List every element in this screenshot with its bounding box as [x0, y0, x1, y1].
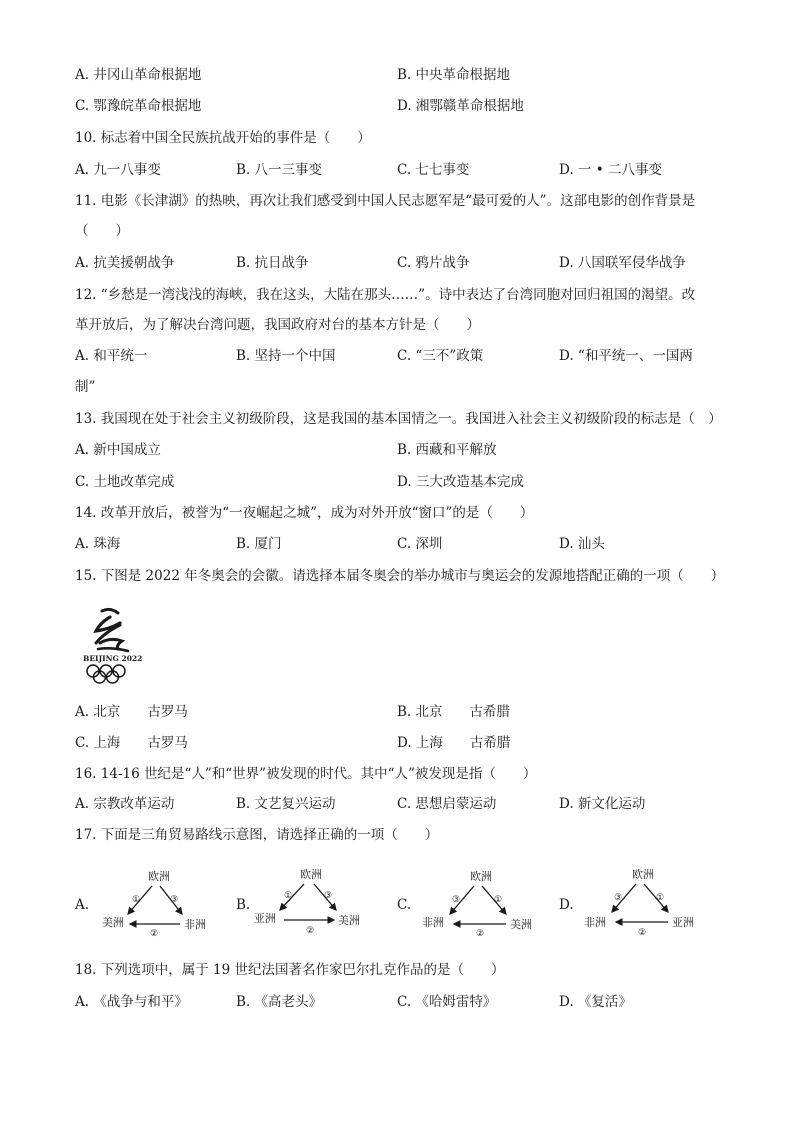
q17-diagram-c	[418, 866, 538, 938]
tri-a-right-label: 非洲	[184, 918, 206, 931]
q14-stem: 14. 改革开放后，被誉为“一夜崛起之城”，成为对外开放“窗口”的是（ ）	[75, 505, 534, 521]
tri-b-left-label: 亚洲	[254, 912, 276, 925]
q12-option-a: A. 和平统一	[75, 348, 148, 364]
q15-option-c: C. 上海 古罗马	[75, 735, 188, 751]
q18-stem: 18. 下列选项中，属于 19 世纪法国著名作家巴尔扎克作品的是（ ）	[75, 962, 505, 978]
tri-d-left-label: 非洲	[584, 916, 606, 929]
q11-option-d: D. 八国联军侵华战争	[559, 255, 686, 271]
q11-option-b: B. 抗日战争	[236, 255, 309, 271]
q12-option-c: C. “三不”政策	[397, 348, 484, 364]
tri-d-num-3: ③	[614, 893, 623, 903]
q16-stem: 16. 14-16 世纪是“人”和“世界”被发现的时代。其中“人”被发现是指（ ）	[75, 766, 537, 782]
tri-a-num-3: ③	[170, 895, 179, 905]
tri-b-num-1: ①	[284, 891, 293, 901]
tri-a-num-1: ①	[132, 895, 141, 905]
q14-option-d: D. 汕头	[559, 536, 605, 552]
tri-d-num-1: ①	[656, 893, 665, 903]
q18-option-b: B. 《高老头》	[236, 994, 323, 1010]
q17-option-b-letter: B.	[236, 897, 251, 913]
tri-b-num-2: ②	[306, 926, 315, 936]
q16-option-b: B. 文艺复兴运动	[236, 796, 336, 812]
q16-option-c: C. 思想启蒙运动	[397, 796, 497, 812]
q17-stem: 17. 下面是三角贸易路线示意图，请选择正确的一项（ ）	[75, 827, 439, 843]
tri-a-num-2: ②	[150, 929, 159, 938]
q17-diagram-b	[252, 866, 372, 938]
q10-option-c: C. 七七事变	[397, 162, 470, 178]
q13-stem: 13. 我国现在处于社会主义初级阶段，这是我国的基本国情之一。我国进入社会主义初级阶段的标志是（ ）	[75, 411, 722, 427]
q10-option-d: D. 一 • 二八事变	[559, 162, 662, 178]
q12-option-b: B. 坚持一个中国	[236, 348, 336, 364]
q15-option-d: D. 上海 古希腊	[397, 735, 511, 751]
q16-option-a: A. 宗教改革运动	[75, 796, 175, 812]
tri-d-num-2: ②	[638, 928, 647, 938]
q11-stem-line2: （ ）	[75, 223, 129, 239]
q11-option-c: C. 鸦片战争	[397, 255, 470, 271]
q17-option-c-letter: C.	[397, 897, 412, 913]
q9-option-a: A. 井冈山革命根据地	[75, 67, 202, 83]
q14-option-a: A. 珠海	[75, 536, 121, 552]
q15-option-a: A. 北京 古罗马	[75, 704, 188, 720]
tri-c-num-1: ①	[494, 895, 503, 905]
q12-option-d-continued: 制”	[75, 379, 96, 395]
winter-olympics-emblem	[80, 603, 152, 687]
q17-diagram-a	[96, 866, 216, 938]
q17-option-d-letter: D.	[559, 897, 574, 913]
q13-option-b: B. 西藏和平解放	[397, 442, 497, 458]
q13-option-c: C. 土地改革完成	[75, 474, 175, 490]
q12-option-d: D. “和平统一、一国两	[559, 348, 693, 364]
tri-a-left-label: 美洲	[102, 916, 124, 929]
q10-option-b: B. 八一三事变	[236, 162, 323, 178]
q11-option-a: A. 抗美援朝战争	[75, 255, 175, 271]
tri-b-num-3: ③	[324, 891, 333, 901]
q9-option-d: D. 湘鄂赣革命根据地	[397, 98, 524, 114]
tri-c-num-3: ③	[452, 895, 461, 905]
q13-option-d: D. 三大改造基本完成	[397, 474, 524, 490]
q12-stem-line1: 12. “乡愁是一湾浅浅的海峡，我在这头，大陆在那头……”。诗中表达了台湾同胞对回归祖国的渴望。改	[75, 287, 696, 303]
tri-c-num-2: ②	[476, 929, 485, 938]
q9-option-c: C. 鄂豫皖革命根据地	[75, 98, 202, 114]
q18-option-c: C. 《哈姆雷特》	[397, 994, 497, 1010]
tri-c-right-label: 美洲	[510, 918, 532, 931]
tri-c-left-label: 非洲	[422, 916, 444, 929]
q9-option-b: B. 中央革命根据地	[397, 67, 511, 83]
tri-b-top-label: 欧洲	[300, 868, 322, 881]
tri-d-top-label: 欧洲	[632, 868, 654, 881]
q10-stem: 10. 标志着中国全民族抗战开始的事件是（ ）	[75, 130, 371, 146]
tri-d-right-label: 亚洲	[672, 916, 694, 929]
q12-stem-line2: 革开放后，为了解决台湾问题，我国政府对台的基本方针是（ ）	[75, 317, 480, 333]
q13-option-a: A. 新中国成立	[75, 442, 161, 458]
q10-option-a: A. 九一八事变	[75, 162, 161, 178]
q11-stem-line1: 11. 电影《长津湖》的热映，再次让我们感受到中国人民志愿军是“最可爱的人”。这部电影的创作背景是	[75, 193, 696, 209]
q14-option-c: C. 深圳	[397, 536, 443, 552]
q18-option-d: D. 《复活》	[559, 994, 632, 1010]
q16-option-d: D. 新文化运动	[559, 796, 646, 812]
tri-b-right-label: 美洲	[338, 914, 360, 927]
tri-a-top-label: 欧洲	[148, 870, 170, 883]
q14-option-b: B. 厦门	[236, 536, 282, 552]
q15-option-b: B. 北京 古希腊	[397, 704, 511, 720]
emblem-text: BEIJING 2022	[83, 654, 143, 663]
q17-option-a-letter: A.	[75, 897, 90, 913]
tri-c-top-label: 欧洲	[470, 870, 492, 883]
q15-stem: 15. 下图是 2022 年冬奥会的会徽。请选择本届冬奥会的举办城市与奥运会的发源地搭配正确的一项（ ）	[75, 568, 725, 584]
q17-diagram-d	[580, 866, 700, 938]
q18-option-a: A. 《战争与和平》	[75, 994, 188, 1010]
